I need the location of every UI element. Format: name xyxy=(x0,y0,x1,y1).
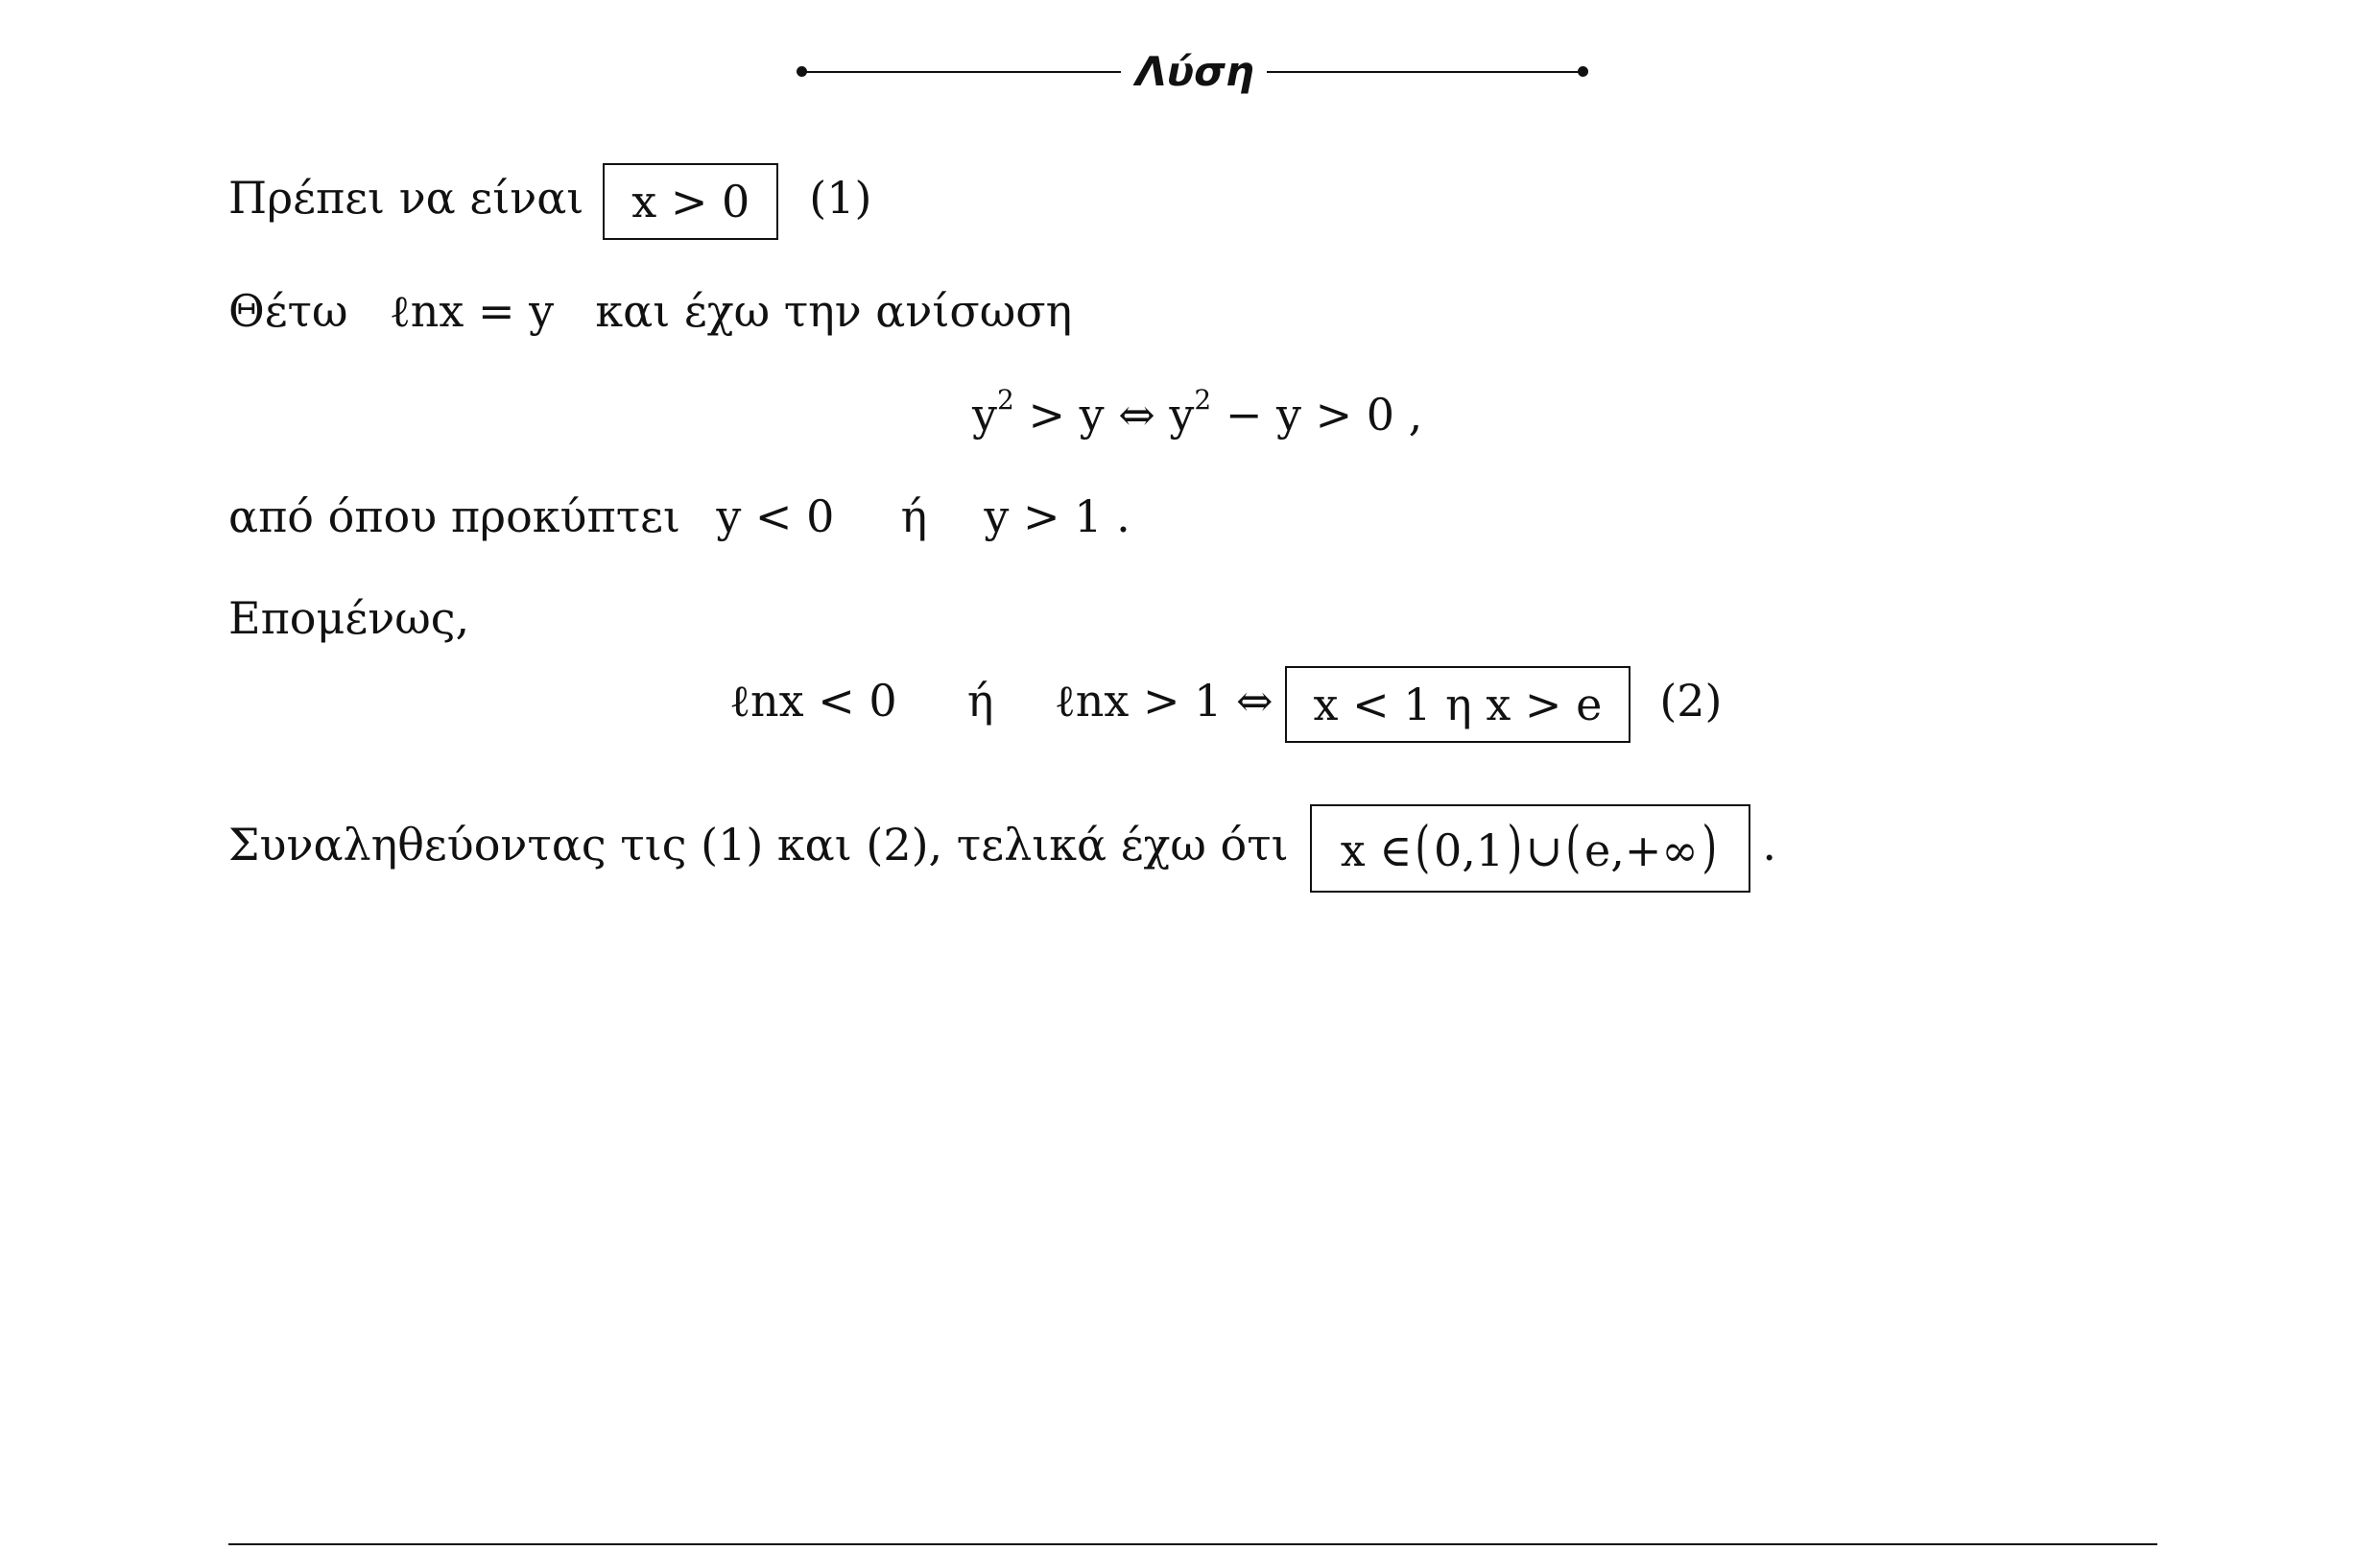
heading-right-dot xyxy=(1578,66,1588,77)
heading-title: Λύση xyxy=(1135,48,1254,95)
domain-box: x > 0 xyxy=(603,163,778,240)
final-paren-open-2: ( xyxy=(1565,814,1582,879)
result-text: από όπου προκύπτει xyxy=(228,490,681,542)
final-paren-open-1: ( xyxy=(1415,814,1431,879)
ineq-sup-1: 2 xyxy=(997,384,1014,416)
final-paren-close-2: ) xyxy=(1702,814,1717,879)
therefore-text: Επομένως, xyxy=(228,592,470,644)
inequality-display xyxy=(972,386,1422,443)
heading-right-rule xyxy=(1267,71,1581,73)
result-math-a: y < 0 xyxy=(716,490,835,542)
ineq-sup-2: 2 xyxy=(1194,384,1212,416)
condition-line xyxy=(228,163,871,240)
result-math-b: y > 1 . xyxy=(984,490,1130,542)
substitution-math: ℓnx = y xyxy=(389,285,555,337)
log-inequality-display xyxy=(729,666,1722,743)
log-or: ή xyxy=(966,675,994,727)
final-period: . xyxy=(1762,819,1776,871)
conclusion-line xyxy=(228,804,1776,893)
substitution-suffix: και έχω την ανίσωση xyxy=(595,285,1073,337)
therefore-line xyxy=(228,589,469,647)
result-or: ή xyxy=(900,490,928,542)
ineq-part-1: y xyxy=(972,389,997,441)
conclusion-text: Συναληθεύοντας τις (1) και (2), τελικά έχω ότι xyxy=(228,819,1289,871)
final-interval-1: 0,1 xyxy=(1433,824,1505,876)
substitution-line xyxy=(228,282,1072,340)
final-interval-2: e,+∞ xyxy=(1583,824,1699,876)
solution-heading xyxy=(797,38,1588,106)
log-math-a: ℓnx < 0 xyxy=(729,675,897,727)
log-math-b: ℓnx > 1 ⇔ xyxy=(1054,675,1273,727)
final-paren-close-1: ) xyxy=(1507,814,1523,879)
substitution-prefix: Θέτω xyxy=(228,285,348,337)
final-union: ∪ xyxy=(1525,824,1563,876)
footer-rule xyxy=(228,1543,2157,1545)
result-line xyxy=(228,488,1130,545)
log-result-box: x < 1 η x > e xyxy=(1285,666,1631,743)
ineq-part-2: > y ⇔ y xyxy=(1013,389,1195,441)
condition-text: Πρέπει να είναι xyxy=(228,172,584,224)
final-answer-box xyxy=(1310,804,1751,893)
heading-left-rule xyxy=(804,71,1121,73)
final-x-in: x ∈ xyxy=(1340,824,1413,876)
equation-ref-2: (2) xyxy=(1659,675,1723,727)
ineq-part-3: − y > 0 , xyxy=(1211,389,1423,441)
equation-ref-1: (1) xyxy=(809,172,872,224)
